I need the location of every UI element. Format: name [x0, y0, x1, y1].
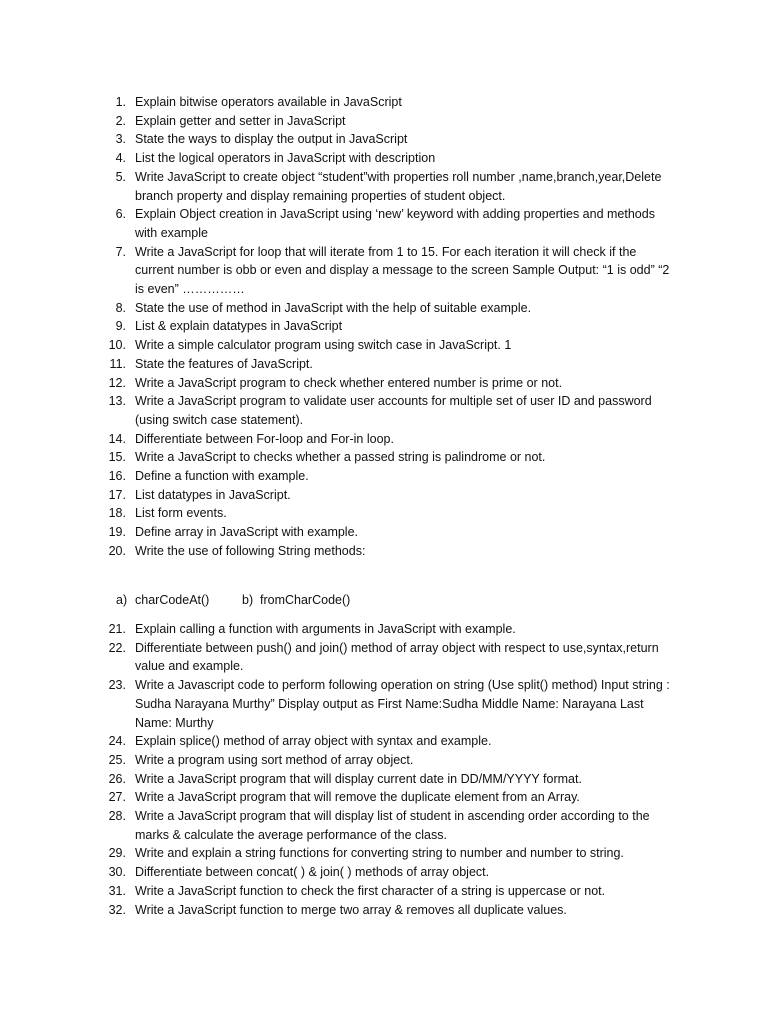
question-number: 26. [108, 771, 126, 786]
question-text: Explain Object creation in JavaScript using ‘new’ keyword with adding properties and methods with example [135, 207, 655, 240]
question-text: Write a JavaScript for loop that will iterate from 1 to 15. For each iteration it will check if the current number is obb or even and display a message to the screen Sample Output: “1 is odd” “2 is even” …………… [135, 244, 670, 297]
question-item [0, 317, 768, 336]
question-number: 17. [108, 487, 126, 502]
question-number: 23. [108, 678, 126, 693]
question-number: 19. [108, 525, 126, 540]
question-item [0, 430, 768, 449]
question-text: List the logical operators in JavaScript with description [135, 151, 436, 166]
question-item [0, 149, 768, 168]
question-text: List datatypes in JavaScript. [135, 487, 291, 502]
question-number: 13. [108, 394, 126, 409]
question-text: List form events. [135, 506, 227, 521]
question-text: Differentiate between concat( ) & join( ) methods of array object. [135, 865, 490, 880]
question-item [0, 130, 768, 149]
question-item [0, 112, 768, 131]
question-number: 28. [108, 809, 126, 824]
question-number: 8. [115, 300, 126, 315]
question-text: Write a JavaScript to checks whether a passed string is palindrome or not. [135, 450, 546, 465]
question-number: 10. [108, 338, 126, 353]
question-list-part-2 [0, 620, 768, 919]
question-number: 22. [108, 640, 126, 655]
question-number: 31. [108, 883, 126, 898]
question-number: 9. [115, 319, 126, 334]
question-list-part-1 [0, 93, 768, 561]
question-text: Write a JavaScript program that will display current date in DD/MM/YYYY format. [135, 771, 582, 786]
question-text: Write a JavaScript function to merge two array & removes all duplicate values. [135, 902, 567, 917]
question-item [0, 392, 768, 429]
question-item [0, 523, 768, 542]
question-item [0, 751, 768, 770]
question-item [0, 882, 768, 901]
question-item [0, 243, 768, 299]
question-text: Explain getter and setter in JavaScript [135, 113, 346, 128]
question-item [0, 676, 768, 732]
question-text: Write a JavaScript program that will remove the duplicate element from an Array. [135, 790, 580, 805]
sub-option-label: a) [116, 593, 128, 607]
question-number: 24. [108, 734, 126, 749]
question-text: Define a function with example. [135, 469, 309, 484]
question-number: 14. [108, 431, 126, 446]
question-item [0, 639, 768, 676]
question-text: State the use of method in JavaScript with the help of suitable example. [135, 300, 532, 315]
question-number: 21. [108, 622, 126, 636]
sub-option-text: fromCharCode() [260, 593, 351, 607]
question-number: 27. [108, 790, 126, 805]
question-text: Explain splice() method of array object with syntax and example. [135, 734, 492, 749]
question-item [0, 205, 768, 242]
question-text: Write the use of following String methods: [135, 543, 366, 558]
question-item [0, 355, 768, 374]
question-number: 18. [108, 506, 126, 521]
question-number: 32. [108, 902, 126, 917]
sub-option-label: b) [242, 593, 254, 607]
question-item [0, 770, 768, 789]
question-item [0, 93, 768, 112]
question-text: State the features of JavaScript. [135, 356, 313, 371]
question-number: 5. [115, 169, 126, 184]
question-number: 20. [108, 543, 126, 558]
question-text: Write a JavaScript function to check the first character of a string is uppercase or not. [135, 883, 606, 898]
question-item [0, 863, 768, 882]
question-text: Differentiate between push() and join() method of array object with respect to use,syntax,return value and example. [135, 640, 659, 674]
question-text: Differentiate between For-loop and For-in loop. [135, 431, 394, 446]
question-number: 25. [108, 752, 126, 767]
question-text: Write and explain a string functions for converting string to number and number to string. [135, 846, 624, 861]
sub-option-text: charCodeAt() [135, 593, 210, 607]
question-number: 11. [109, 356, 126, 371]
question-number: 1. [115, 95, 126, 109]
question-number: 16. [108, 469, 126, 484]
question-text: Define array in JavaScript with example. [135, 525, 359, 540]
question-text: State the ways to display the output in JavaScript [135, 132, 408, 147]
question-item [0, 732, 768, 751]
question-text: Write JavaScript to create object “student”with properties roll number ,name,branch,year,Delete branch property and display remaining properties of student object. [135, 169, 662, 203]
question-item [0, 788, 768, 807]
question-text: Write a JavaScript program to check whether entered number is prime or not. [135, 375, 563, 390]
question-item [0, 504, 768, 523]
question-item [0, 374, 768, 393]
question-item [0, 901, 768, 920]
question-text: Explain bitwise operators available in JavaScript [135, 95, 402, 109]
question-number: 2. [115, 113, 126, 128]
question-text: Write a program using sort method of array object. [135, 752, 414, 767]
question-item [0, 467, 768, 486]
question-number: 15. [108, 450, 126, 465]
question-number: 30. [108, 865, 126, 880]
question-item [0, 620, 768, 639]
question-number: 3. [115, 132, 126, 147]
question-item [0, 336, 768, 355]
question-number: 4. [115, 151, 126, 166]
question-text: Write a JavaScript program to validate user accounts for multiple set of user ID and password (using switch case statement). [135, 394, 652, 427]
question-number: 6. [115, 207, 126, 222]
question-text: Write a simple calculator program using switch case in JavaScript. 1 [135, 338, 512, 353]
question-text: List & explain datatypes in JavaScript [135, 319, 343, 334]
question-item [0, 486, 768, 505]
question-text: Write a JavaScript program that will display list of student in ascending order according to the marks & calculate the average performance of the class. [135, 809, 650, 842]
question-number: 29. [108, 846, 126, 861]
question-item [0, 299, 768, 318]
question-text: Explain calling a function with arguments in JavaScript with example. [135, 622, 516, 636]
question-item [0, 168, 768, 205]
question-item [0, 448, 768, 467]
question-item [0, 542, 768, 561]
question-text: Write a Javascript code to perform following operation on string (Use split() method) Input string : Sudha Narayana Murthy” Display output as First Name:Sudha Middle Name: Narayana Last Name: Murthy [135, 678, 670, 730]
question-item [0, 844, 768, 863]
question-number: 7. [115, 244, 126, 259]
question-item [0, 807, 768, 844]
question-number: 12. [108, 375, 126, 390]
